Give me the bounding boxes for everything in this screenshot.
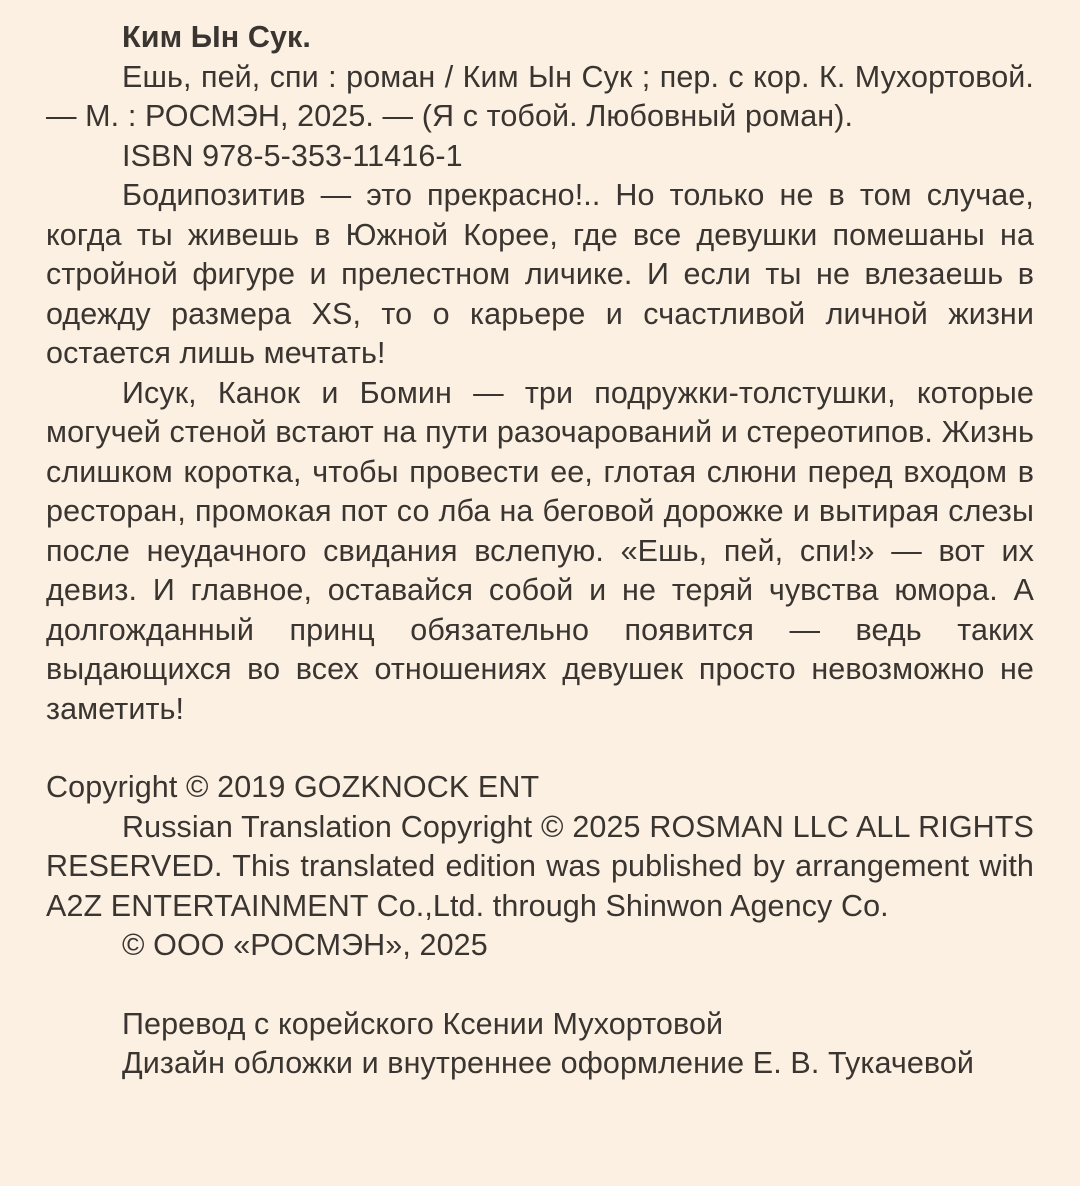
author-heading: Ким Ын Сук. [122, 20, 311, 54]
bibliographic-description: Ешь, пей, спи : роман / Ким Ын Сук ; пер. с кор. К. Мухортовой. — М. : РОСМЭН, 2025. — (Я с тобой. Любовный роман). [46, 59, 1034, 133]
annotation-paragraph: Бодипозитив — это прекрасно!.. Но только не в том случае, когда ты живешь в Южной Корее, где все девушки помешаны на стройной фигуре и прелестном личике. И если ты не влезаешь в одежду размера XS, то о карьере и счастливой личной жизни остается лишь мечтать! [46, 178, 1034, 370]
isbn: ISBN 978-5-353-11416-1 [122, 138, 463, 173]
copyright-original: Copyright © 2019 GOZKNOCK ENT [46, 770, 540, 804]
copyright-translation: Russian Translation Copyright © 2025 ROSMAN LLC ALL RIGHTS RESERVED. This translated edition was published by arrangement with A2Z ENTERTAINMENT Co.,Ltd. through Shinwon Agency Co. [46, 809, 1034, 923]
translator-credit: Перевод с корейского Ксении Мухортовой [122, 1006, 724, 1041]
design-credit: Дизайн обложки и внутреннее оформление Е. В. Тукачевой [122, 1046, 975, 1080]
copyright-publisher: © ООО «РОСМЭН», 2025 [122, 928, 488, 962]
annotation-paragraph: Исук, Канок и Бомин — три подружки-толстушки, которые могучей стеной встают на пути разочарований и стереотипов. Жизнь слишком коротка, чтобы провести ее, глотая слюни перед входом в ресторан, промокая пот со лба на беговой дорожке и вытирая слезы после неудачного свидания вслепую. «Ешь, пей, спи!» — вот их девиз. И главное, оставайся собой и не теряй чувства юмора. А долгожданный принц обязательно появится — ведь таких выдающихся во всех отношениях девушек просто невозможно не заметить! [46, 375, 1034, 726]
